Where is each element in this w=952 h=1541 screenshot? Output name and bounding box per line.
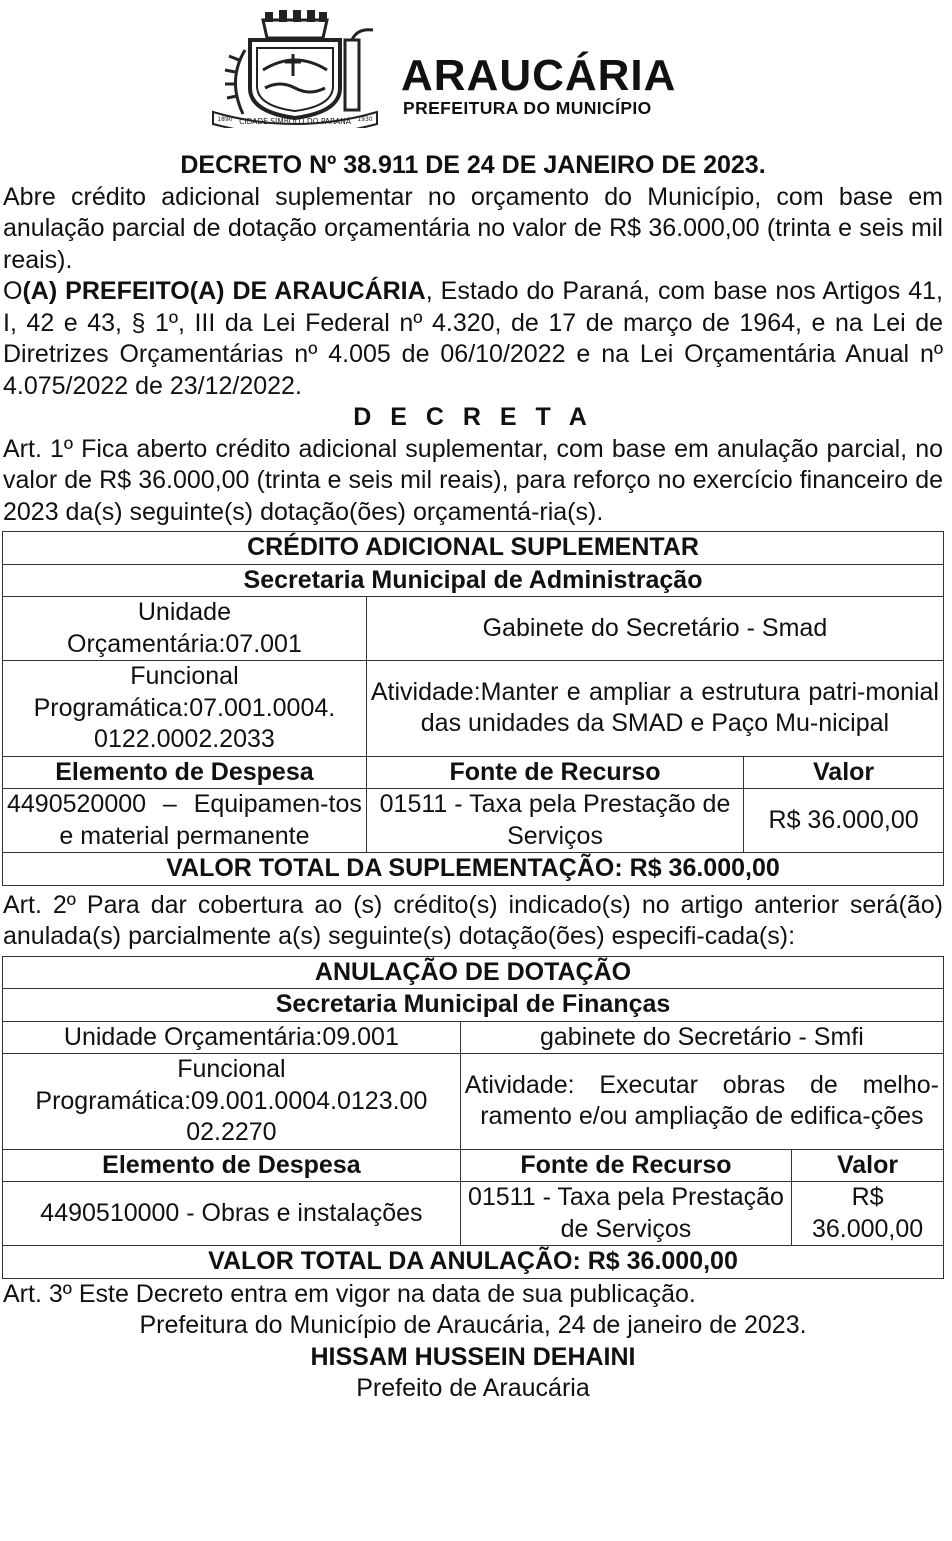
table-row: [3, 789, 944, 853]
seal-year-left: 1890: [217, 116, 233, 123]
credit-col-source: Fonte de Recurso: [366, 756, 743, 789]
annul-col-element: Elemento de Despesa: [3, 1149, 461, 1182]
article-1: Art. 1º Fica aberto crédito adicional suplementar, com base em anulação parcial, no valor de R$ 36.000,00 (trinta e seis mil reais), para reforço no exercício financeiro de 2023 da(s) seguinte(s) dotação(ões) orçamentá-ria(s).: [3, 434, 943, 526]
place-and-date: Prefeitura do Município de Araucária, 24 de janeiro de 2023.: [139, 1311, 807, 1339]
credit-secretariat: Secretaria Municipal de Administração: [3, 564, 944, 597]
credit-col-element: Elemento de Despesa: [3, 756, 367, 789]
signer-name: HISSAM HUSSEIN DEHAINI: [310, 1342, 636, 1371]
preamble-text: , Estado do Paraná, com base nos Artigos 41, I, 42 e 43, § 1º, III da Lei Federal nº 4.320, de 17 de março de 1964, e na Lei de Diretrizes Orçamentárias nº 4.005 de 06/10/2022 e na Lei Orçamentária Anual nº 4.075/2022 de 23/12/2022.: [3, 277, 943, 400]
annulment-table: [2, 956, 944, 1279]
municipality-name: ARAUCÁRIA: [401, 51, 677, 100]
annul-unit-label: Unidade Orçamentária:09.001: [3, 1021, 461, 1054]
municipal-header: [205, 10, 765, 128]
preamble-authority: (A) PREFEITO(A) DE ARAUCÁRIA: [22, 277, 426, 305]
credit-row-source: 01511 - Taxa pela Prestação de Serviços: [366, 789, 743, 853]
annul-functional-value: Atividade: Executar obras de melho-ramento e/ou ampliação de edifica-ções: [460, 1054, 943, 1150]
article-2: Art. 2º Para dar cobertura ao (s) crédito(s) indicado(s) no artigo anterior será(ão) anulada(s) parcialmente a(s) seguinte(s) dotação(ões) especifi-cada(s):: [3, 890, 943, 950]
credit-functional-value: Atividade:Manter e ampliar a estrutura patri-monial das unidades da SMAD e Paço Mu-nicipal: [366, 661, 943, 757]
credit-unit-value: Gabinete do Secretário - Smad: [366, 597, 943, 661]
annul-row-element: 4490510000 - Obras e instalações: [3, 1182, 461, 1246]
decreta-heading: D E C R E T A: [353, 403, 593, 431]
annul-total: VALOR TOTAL DA ANULAÇÃO: R$ 36.000,00: [3, 1246, 944, 1279]
credit-functional-label: Funcional Programática:07.001.0004. 0122.0002.2033: [3, 661, 367, 757]
credit-row-value: R$ 36.000,00: [744, 789, 944, 853]
annul-row-source: 01511 - Taxa pela Prestação de Serviços: [460, 1182, 791, 1246]
credit-table-title: CRÉDITO ADICIONAL SUPLEMENTAR: [3, 532, 944, 565]
credit-unit-label: Unidade Orçamentária:07.001: [3, 597, 367, 661]
decree-title: DECRETO Nº 38.911 DE 24 DE JANEIRO DE 2023.: [180, 151, 766, 179]
decree-body: [3, 150, 943, 1405]
table-row: [3, 1182, 944, 1246]
preamble-prefix: O: [3, 277, 23, 305]
credit-row-element: 4490520000 – Equipamen-tos e material permanente: [3, 789, 367, 853]
decree-summary: Abre crédito adicional suplementar no orçamento do Município, com base em anulação parcial de dotação orçamentária no valor de R$ 36.000,00 (trinta e seis mil reais).: [3, 182, 943, 274]
annul-functional-label: Funcional Programática:09.001.0004.0123.00 02.2270: [3, 1054, 461, 1150]
seal-motto: CIDADE SÍMBOLO DO PARANÁ: [239, 117, 351, 126]
annul-col-value: Valor: [792, 1149, 944, 1182]
credit-table: [2, 531, 944, 886]
municipality-subtitle: PREFEITURA DO MUNICÍPIO: [403, 98, 652, 118]
article-3: Art. 3º Este Decreto entra em vigor na data de sua publicação.: [3, 1279, 696, 1308]
annul-secretariat: Secretaria Municipal de Finanças: [3, 989, 944, 1022]
credit-total: VALOR TOTAL DA SUPLEMENTAÇÃO: R$ 36.000,00: [3, 853, 944, 886]
seal-year-right: 1930: [357, 116, 373, 123]
annul-unit-value: gabinete do Secretário - Smfi: [460, 1021, 943, 1054]
annul-table-title: ANULAÇÃO DE DOTAÇÃO: [3, 956, 944, 989]
credit-col-value: Valor: [744, 756, 944, 789]
annul-row-value: R$ 36.000,00: [792, 1182, 944, 1246]
decree-preamble: [3, 276, 943, 402]
annul-col-source: Fonte de Recurso: [460, 1149, 791, 1182]
signer-role: Prefeito de Araucária: [356, 1374, 590, 1402]
coat-of-arms-icon: [205, 10, 385, 128]
